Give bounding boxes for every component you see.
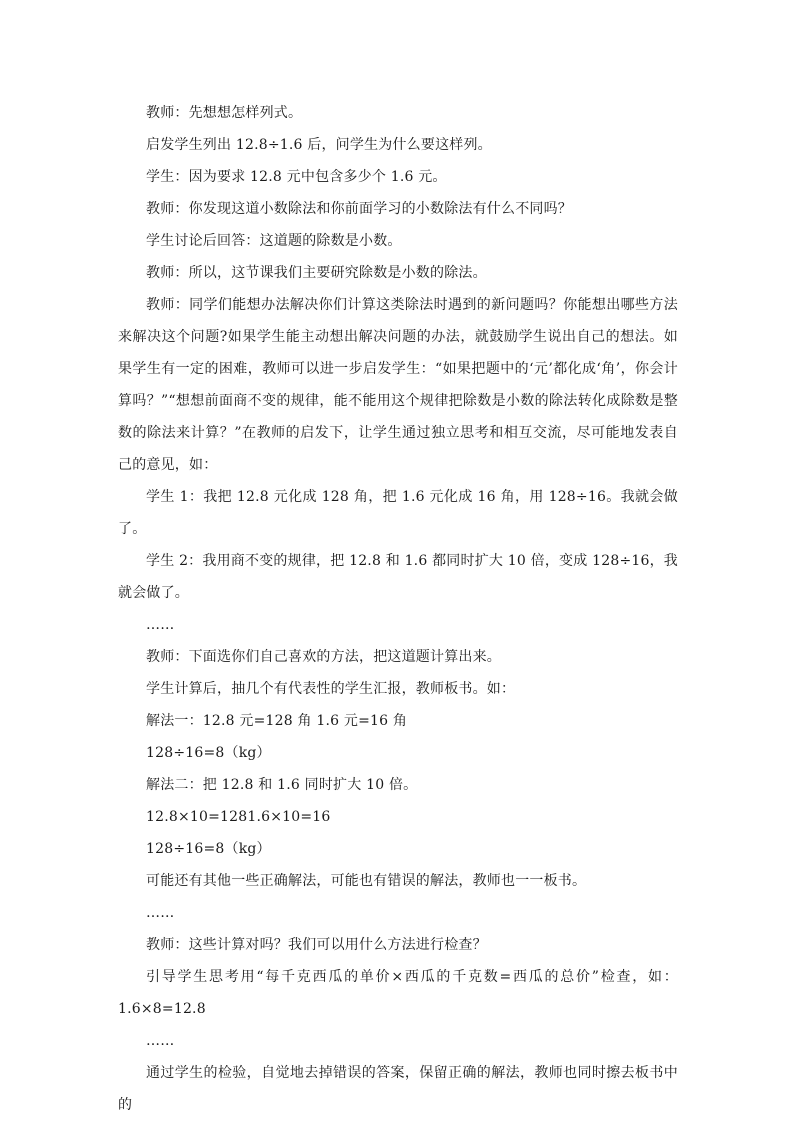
paragraph: 通过学生的检验，自觉地去掉错误的答案，保留正确的解法，教师也同时擦去板书中的 (118, 1065, 678, 1113)
paragraph: 教师：先想想怎样列式。 (146, 105, 303, 121)
paragraph: 教师：你发现这道小数除法和你前面学习的小数除法有什么不同吗？ (146, 201, 572, 217)
paragraph: 启发学生列出 12.8÷1.6 后，问学生为什么要这样列。 (146, 137, 492, 153)
paragraph: 可能还有其他一些正确解法，可能也有错误的解法，教师也一一板书。 (146, 873, 587, 889)
paragraph: 解法二：把 12.8 和 1.6 同时扩大 10 倍。 (146, 777, 418, 793)
paragraph: 128÷16=8（kg） (146, 745, 271, 761)
paragraph: 学生讨论后回答：这道题的除数是小数。 (146, 233, 402, 249)
paragraph: 128÷16=8（kg） (146, 841, 271, 857)
paragraph: 学生计算后，抽几个有代表性的学生汇报，教师板书。如： (146, 681, 516, 697)
ellipsis: …… (146, 905, 175, 921)
paragraph: 学生 2：我用商不变的规律，把 12.8 和 1.6 都同时扩大 10 倍，变成 128÷16，我就会做了。 (118, 553, 678, 601)
paragraph: 教师：同学们能想办法解决你们计算这类除法时遇到的新问题吗？你能想出哪些方法来解决这个问题?如果学生能主动想出解决问题的办法，就鼓励学生说出自己的想法。如果学生有一定的困难，教师可以进一步启发学生：“如果把题中的‘元’都化成‘角’，你会计算吗？”“想想前面商不变的规律，能不能用这个规律把除数是小数的除法转化成除数是整数的除法来计算？”在教师的启发下，让学生通过独立思考和相互交流，尽可能地发表自己的意见，如： (118, 297, 678, 473)
document-body (118, 97, 678, 1121)
ellipsis: …… (146, 617, 175, 633)
paragraph: 解法一：12.8 元=128 角 1.6 元=16 角 (146, 713, 408, 729)
paragraph: 学生：因为要求 12.8 元中包含多少个 1.6 元。 (146, 169, 447, 185)
paragraph: 12.8×10=1281.6×10=16 (146, 809, 331, 825)
paragraph: 教师：这些计算对吗？我们可以用什么方法进行检查？ (146, 937, 487, 953)
paragraph: 引导学生思考用“每千克西瓜的单价×西瓜的千克数=西瓜的总价”检查，如：1.6×8=12.8 (118, 969, 678, 1017)
paragraph: 教师：所以，这节课我们主要研究除数是小数的除法。 (146, 265, 487, 281)
ellipsis: …… (146, 1033, 175, 1049)
paragraph: 学生 1：我把 12.8 元化成 128 角，把 1.6 元化成 16 角，用 128÷16。我就会做了。 (118, 489, 678, 537)
paragraph: 教师：下面选你们自己喜欢的方法，把这道题计算出来。 (146, 649, 501, 665)
